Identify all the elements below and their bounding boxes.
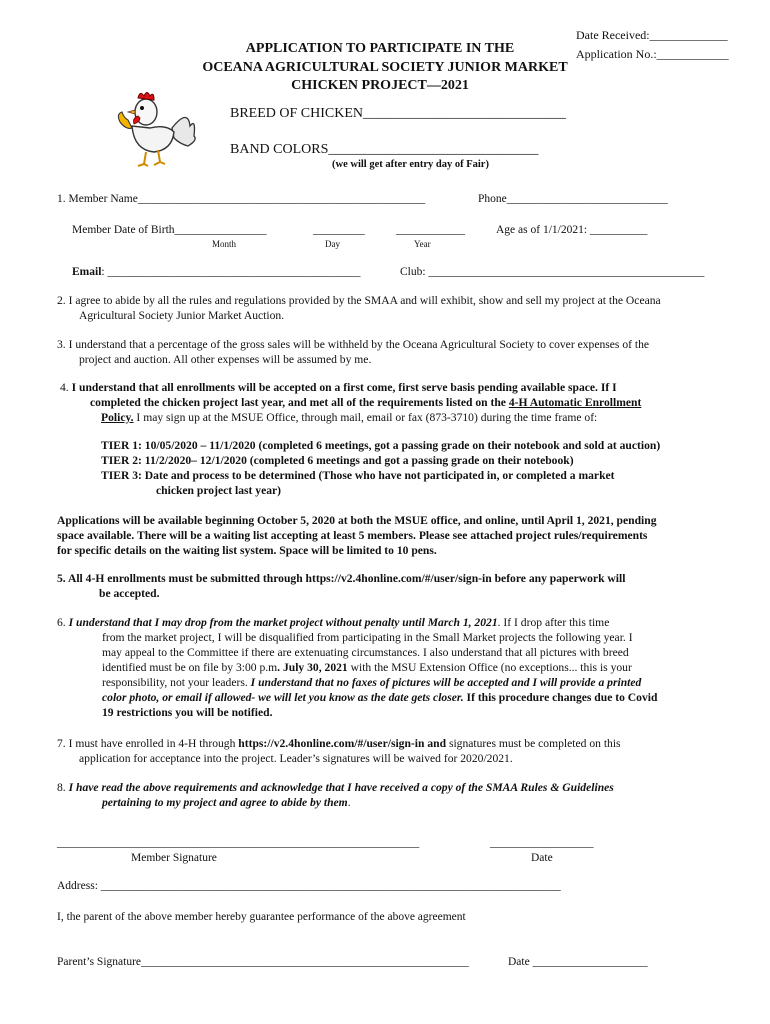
month-label: Month	[212, 239, 237, 249]
availability-note	[57, 513, 727, 558]
date-of-birth-field[interactable]: Member Date of Birth________________	[72, 224, 267, 236]
item-8-line-2	[57, 795, 707, 810]
item-6-line-4-pre: identified must be on file by 3:00 p.m	[102, 661, 278, 674]
band-colors-note: (we will get after entry day of Fair)	[332, 159, 489, 170]
date-received: Date Received:_____________	[576, 28, 728, 42]
item-7-line-1-pre: 7. I must have enrolled in 4-H through	[57, 737, 239, 750]
day-label: Day	[325, 239, 340, 249]
item-6-line-2: from the market project, I will be disqualified from participating in the Small Market projects the following year. I	[102, 631, 633, 644]
item-6-line-6-bold: If this procedure changes due to Covid	[463, 691, 658, 704]
item-4-line-1: I understand that all enrollments will be accepted on a first come, first serve basis pending available space. If I	[71, 381, 617, 394]
member-signature-label: Member Signature	[131, 852, 217, 864]
item-6-deadline: . July 30, 2021	[277, 661, 348, 674]
item-2-line-1: 2. I agree to abide by all the rules and regulations provided by the SMAA and will exhibit, show and sell my project at the Oceana	[57, 294, 661, 307]
tier-3: TIER 3: Date and process to be determined (Those who have not participated in, or completed a market	[101, 469, 615, 482]
title-line-1: APPLICATION TO PARTICIPATE IN THE	[245, 41, 515, 56]
email-line: : ____________________________________________	[101, 266, 361, 278]
item-4-line-2-text: completed the chicken project last year, and met all of the requirements listed on the	[90, 396, 509, 409]
member-date-line[interactable]: __________________	[490, 837, 594, 849]
item-7-line-1-post: signatures must be completed on this	[446, 737, 621, 750]
item-8	[57, 780, 707, 810]
email-label: Email	[72, 266, 102, 278]
item-4-number: 4.	[60, 381, 69, 394]
item-7-line-1	[57, 736, 707, 751]
item-8-number: 8.	[57, 781, 69, 794]
item-8-line-1	[57, 780, 707, 795]
item-7-line-2: application for acceptance into the project. Leader’s signatures will be waived for 2020/2021.	[79, 752, 513, 765]
dob-year-field[interactable]: ____________	[396, 224, 465, 236]
item-4	[60, 380, 710, 425]
policy-word: Policy.	[101, 411, 134, 424]
item-6-line-7: 19 restrictions you will be notified.	[102, 706, 273, 719]
club-field[interactable]: Club: ________________________________________________	[400, 266, 705, 278]
item-7	[57, 736, 707, 766]
auto-enrollment-policy-link[interactable]: 4-H Automatic Enrollment	[508, 396, 642, 409]
phone-field[interactable]: Phone____________________________	[478, 193, 668, 205]
item-4-line-3-text: I may sign up at the MSUE Office, through mail, email or fax (873-3710) during the time frame of:	[133, 411, 598, 424]
item-6-line-4	[57, 660, 707, 675]
tier-list	[101, 438, 741, 498]
item-6-line-3: may appeal to the Committee if there are extenuating circumstances. I also understand that all pictures with breed	[102, 646, 629, 659]
email-field[interactable]	[72, 266, 360, 278]
item-6-line-1	[57, 615, 707, 630]
item-6-line-1-rest: . If I drop after this time	[497, 616, 610, 629]
item-6-number: 6.	[57, 616, 69, 629]
parent-signature-field[interactable]: Parent’s Signature_________________________________________________________	[57, 956, 469, 968]
item-3-line-2: project and auction. All other expenses will be assumed by me.	[79, 353, 372, 366]
item-5-line-1: 5. All 4-H enrollments must be submitted through https://v2.4honline.com/#/user/sign-in before any paperwork will	[57, 572, 626, 585]
item-3	[57, 337, 707, 367]
item-6-line-4-post: with the MSU Extension Office (no exceptions... this is your	[347, 661, 632, 674]
age-field[interactable]: Age as of 1/1/2021: __________	[496, 224, 648, 236]
tier-1: TIER 1: 10/05/2020 – 11/1/2020 (completed 6 meetings, got a passing grade on their notebook and sold at auction)	[101, 439, 661, 452]
band-colors: BAND COLORS______________________________	[230, 142, 539, 157]
item-3-line-1: 3. I understand that a percentage of the gross sales will be withheld by the Oceana Agricultural Society to cover expenses of the	[57, 338, 650, 351]
item-6-line-5-pre: responsibility, not your leaders.	[102, 676, 251, 689]
tier-2: TIER 2: 11/2/2020– 12/1/2020 (completed 6 meetings and got a passing grade on their notebook)	[101, 454, 574, 467]
item-6-line-5	[57, 675, 707, 690]
dob-day-field[interactable]: _________	[313, 224, 365, 236]
breed-of-chicken: BREED OF CHICKEN_____________________________	[230, 106, 567, 121]
date-label: Date	[531, 852, 553, 864]
title-line-2: OCEANA AGRICULTURAL SOCIETY JUNIOR MARKET	[202, 60, 568, 75]
tier-3-cont: chicken project last year)	[156, 484, 282, 497]
enrollment-link[interactable]: https://v2.4honline.com/#/user/sign-in and	[238, 737, 447, 750]
parent-statement: I, the parent of the above member hereby guarantee performance of the above agreement	[57, 911, 466, 923]
item-6-line-6-italic: color photo, or email if allowed- we will let you know as the date gets closer.	[102, 691, 464, 704]
item-6-line-1-italic: I understand that I may drop from the market project without penalty until March 1, 2021	[68, 616, 498, 629]
year-label: Year	[414, 239, 431, 249]
availability-line-3: for specific details on the waiting list system. Space will be limited to 10 pens.	[57, 544, 437, 557]
availability-line-2: space available. There will be a waiting list accepting at least 5 members. Please see attached project rules/requirements	[57, 529, 648, 542]
member-name-field[interactable]: 1. Member Name__________________________________________________	[57, 193, 426, 205]
item-2	[57, 293, 707, 323]
availability-line-1: Applications will be available beginning October 5, 2020 at both the MSUE office, and online, until April 1, 2021, pending	[57, 514, 657, 527]
item-6-line-6	[57, 690, 707, 705]
member-signature-line[interactable]: _______________________________________________________________	[57, 837, 420, 849]
item-8-line-1-italic: I have read the above requirements and acknowledge that I have received a copy of the SMAA Rules & Guidelines	[68, 781, 614, 794]
application-no: Application No.:____________	[576, 47, 729, 61]
item-8-line-2-italic: pertaining to my project and agree to abide by them	[102, 796, 348, 809]
item-8-period: .	[347, 796, 351, 809]
item-6	[57, 615, 707, 720]
rooster-icon	[110, 88, 200, 168]
title-line-3: CHICKEN PROJECT—2021	[291, 78, 469, 93]
item-4-line-2	[60, 395, 710, 410]
item-5	[57, 571, 707, 601]
address-field[interactable]: Address: ________________________________________________________________________________	[57, 880, 561, 892]
item-2-line-2: Agricultural Society Junior Market Auction.	[79, 309, 285, 322]
parent-date-field[interactable]: Date ____________________	[508, 956, 648, 968]
item-6-line-5-italic: I understand that no faxes of pictures will be accepted and I will provide a printed	[250, 676, 642, 689]
item-5-line-2: be accepted.	[99, 587, 160, 600]
item-4-line-3	[60, 410, 710, 425]
